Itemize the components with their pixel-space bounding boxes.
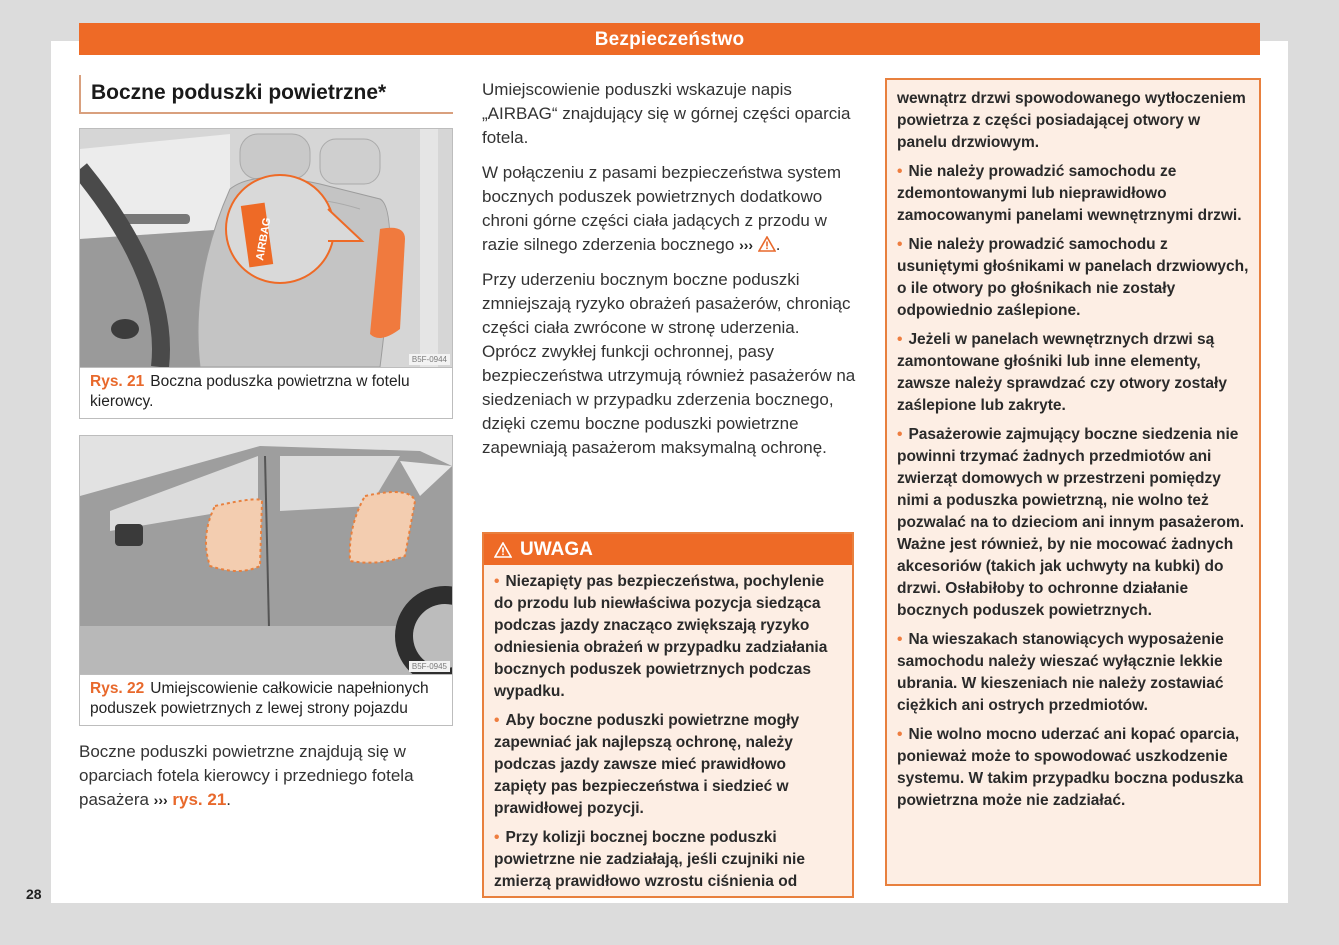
warning-text: Nie należy prowadzić samochodu ze zdemontowanymi lub nieprawidłowo zamocowanymi panelami wewnętrznymi drzwi. xyxy=(897,163,1242,224)
warning-box xyxy=(482,532,854,898)
caption-text: Boczna poduszka powietrzna w fotelu kierowcy. xyxy=(90,373,410,410)
paragraph-text: W połączeniu z pasami bezpieczeństwa system bocznych poduszek powietrznych dodatkowo chroni górne części ciała jadących z przodu w razie silnego zderzenia bocznego xyxy=(482,163,842,254)
warning-text: Aby boczne poduszki powietrzne mogły zapewniać jak najlepszą ochronę, należy podczas jazdy zawsze mieć prawidłowo zapięty pas bezpieczeństwa i siedzieć w prawidłowej pozycji. xyxy=(494,712,800,817)
warning-box-continued xyxy=(885,78,1261,886)
bullet-icon: • xyxy=(897,426,903,443)
middle-column xyxy=(482,78,856,471)
warning-item xyxy=(897,234,1249,322)
xref-marker: ››› xyxy=(153,792,168,808)
figure-link[interactable]: rys. 21 xyxy=(172,790,227,809)
car-side-airbag-illustration xyxy=(80,436,452,674)
warning-text: Przy kolizji bocznej boczne poduszki powietrzne nie zadziałają, jeśli czujniki nie zmierzą prawidłowo wzrostu ciśnienia od xyxy=(494,829,805,890)
bullet-icon: • xyxy=(494,712,500,729)
warning-item xyxy=(494,710,842,820)
figure-caption xyxy=(80,674,452,725)
paragraph xyxy=(482,161,856,257)
caption-text: Umiejscowienie całkowicie napełnionych poduszek powietrznych z lewej strony pojazdu xyxy=(90,680,429,717)
warning-continuation: wewnątrz drzwi spowodowanego wytłoczeniem powietrza z części posiadającej otwory w panelu drzwiowym. xyxy=(897,90,1246,151)
figure-22 xyxy=(79,435,453,726)
warning-item xyxy=(494,571,842,703)
figure-code: B5F-0945 xyxy=(409,661,450,672)
left-column xyxy=(79,75,453,812)
section-header: Bezpieczeństwo xyxy=(79,23,1260,55)
warning-item xyxy=(897,161,1249,227)
warning-icon[interactable] xyxy=(758,236,776,252)
bullet-icon: • xyxy=(897,631,903,648)
seat-airbag-illustration xyxy=(80,129,452,367)
warning-triangle-icon xyxy=(494,542,512,558)
intro-paragraph xyxy=(79,740,453,812)
warning-item xyxy=(897,629,1249,717)
paragraph-text: Boczne poduszki powietrzne znajdują się w oparciach fotela kierowcy i przedniego fotela pasażera xyxy=(79,742,414,809)
bullet-icon: • xyxy=(897,331,903,348)
page-number: 28 xyxy=(26,886,42,902)
warning-text: Na wieszakach stanowiących wyposażenie samochodu należy wieszać wyłącznie lekkie ubrania. W kieszeniach nie należy zostawiać ciężkich ani ostrych przedmiotów. xyxy=(897,631,1224,714)
warning-text: Nie wolno mocno uderzać ani kopać oparcia, ponieważ może to spowodować uszkodzenie systemu. W takim przypadku boczna poduszka powietrzna może nie zadziałać. xyxy=(897,726,1244,809)
warning-item xyxy=(897,724,1249,812)
paragraph: Umiejscowienie poduszki wskazuje napis „AIRBAG“ znajdujący się w górnej części oparcia fotela. xyxy=(482,80,851,147)
bullet-icon: • xyxy=(897,726,903,743)
paragraph: Przy uderzeniu bocznym boczne poduszki zmniejszają ryzyko obrażeń pasażerów, chroniąc części ciała zwrócone w stronę uderzenia. Oprócz zwykłej funkcji ochronnej, pasy bezpieczeństwa utrzymują również pasażerów na siedzeniach w przypadku zderzenia bocznego, dzięki czemu boczne poduszki powietrzne zapewniają pasażerom maksymalną ochronę. xyxy=(482,270,856,457)
bullet-icon: • xyxy=(494,573,500,590)
warning-item xyxy=(494,827,842,893)
warning-item xyxy=(897,329,1249,417)
figure-code: B5F-0944 xyxy=(409,354,450,365)
seat-image xyxy=(80,129,452,367)
punctuation: . xyxy=(775,235,781,254)
warning-header xyxy=(484,534,852,565)
warning-text: Jeżeli w panelach wewnętrznych drzwi są zamontowane głośniki lub inne elementy, zawsze należy sprawdzać czy otwory zostały zaślepione lub zakryte. xyxy=(897,331,1227,414)
bullet-icon: • xyxy=(494,829,500,846)
car-side-image xyxy=(80,436,452,674)
xref-marker: ››› xyxy=(739,237,754,253)
warning-body xyxy=(484,565,852,893)
figure-21 xyxy=(79,128,453,419)
airbag-label: AIRBAG xyxy=(254,216,274,262)
warning-body xyxy=(887,80,1259,812)
warning-text: Nie należy prowadzić samochodu z usuniętymi głośnikami w panelach drzwiowych, o ile otwory po głośnikach nie zostały odpowiednio zaślepione. xyxy=(897,236,1249,319)
warning-text: Niezapięty pas bezpieczeństwa, pochylenie do przodu lub niewłaściwa pozycja siedząca podczas jazdy znacząco zwiększają ryzyko odniesienia obrażeń w przypadku zadziałania bocznych poduszek powietrznych podczas wypadku. xyxy=(494,573,828,700)
warning-text: Pasażerowie zajmujący boczne siedzenia nie powinni trzymać żadnych przedmiotów ani zwierząt domowych w przestrzeni pomiędzy nimi a poduszka powietrzną, nie wolno też pozwalać na to dzieciom ani innym pasażerom. Ważne jest również, by nie mocować żadnych akcesoriów (takich jak uchwyty na kubki) do drzwi. Osłabiłoby to ochronne działanie bocznych poduszek powietrznych. xyxy=(897,426,1245,619)
section-title: Boczne poduszki powietrzne* xyxy=(79,75,453,114)
figure-caption xyxy=(80,367,452,418)
figure-label: Rys. 22 xyxy=(90,680,145,697)
punctuation: . xyxy=(226,790,232,809)
warning-item xyxy=(897,424,1249,622)
figure-label: Rys. 21 xyxy=(90,373,145,390)
warning-title: UWAGA xyxy=(520,539,593,560)
bullet-icon: • xyxy=(897,163,903,180)
bullet-icon: • xyxy=(897,236,903,253)
